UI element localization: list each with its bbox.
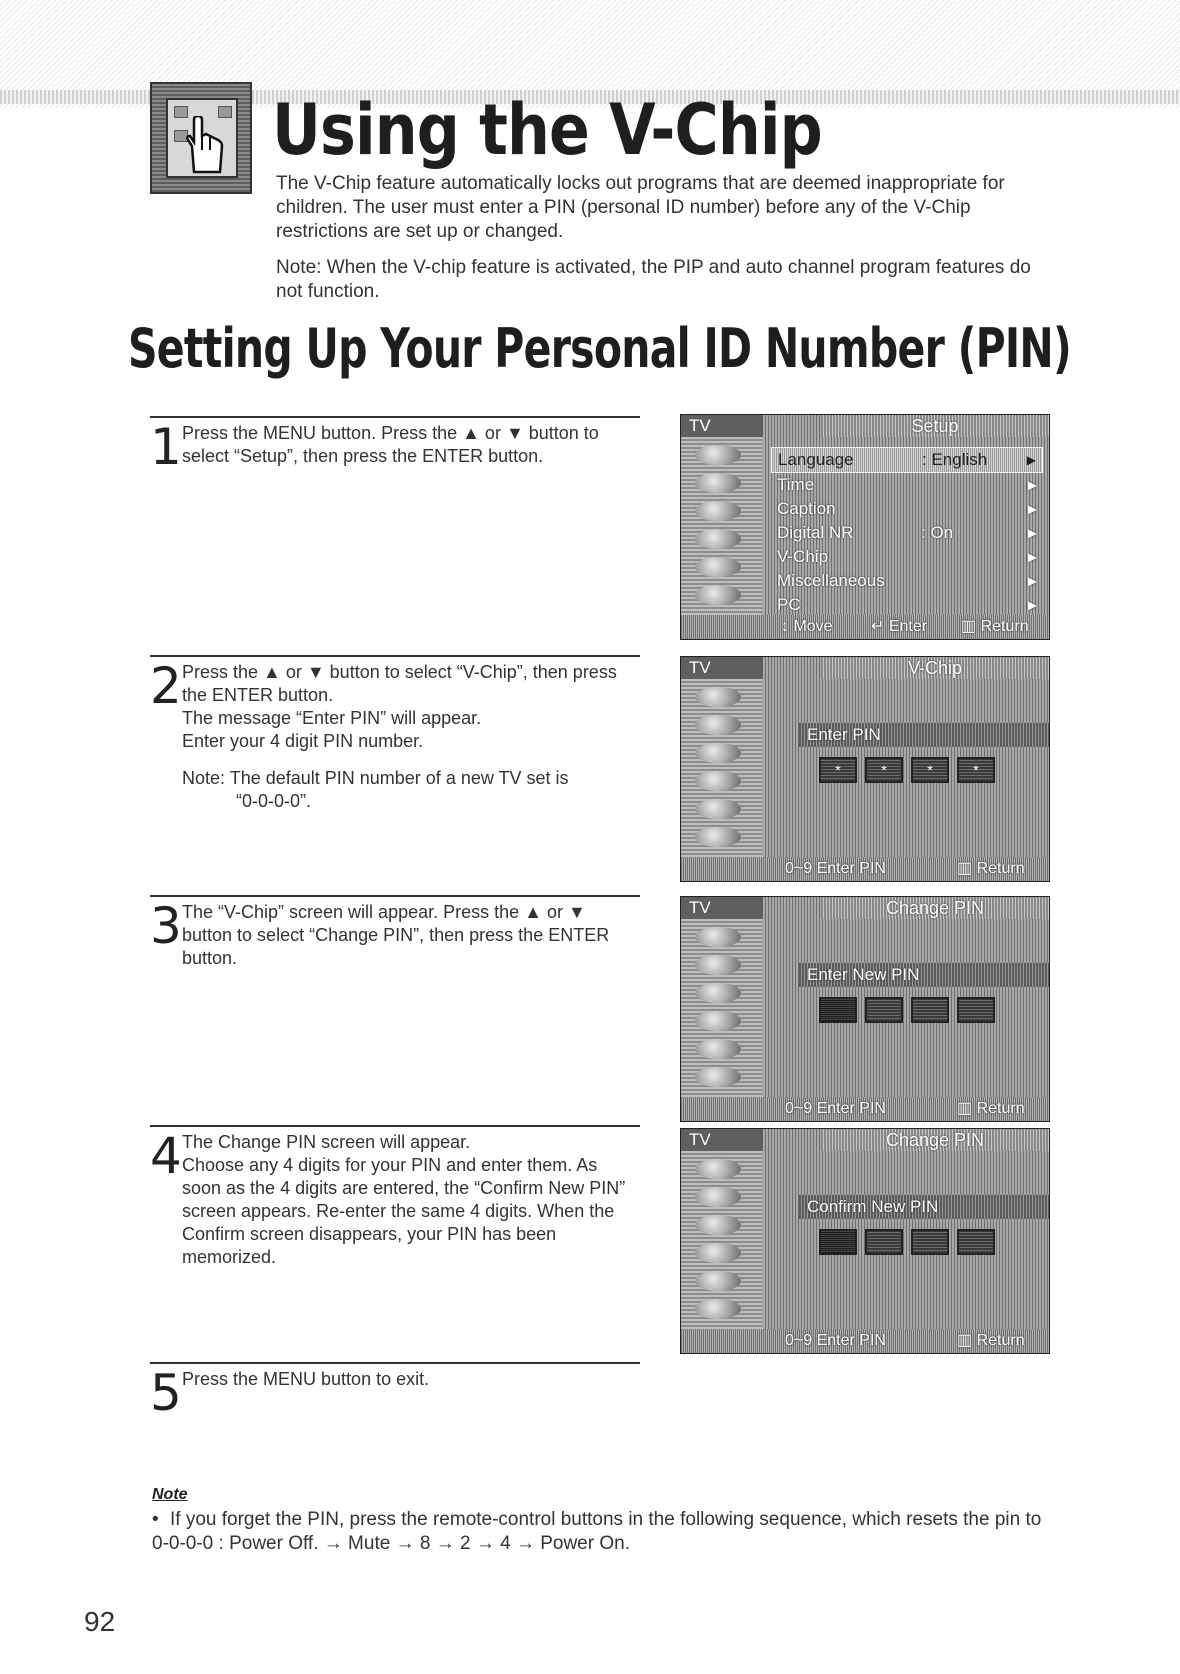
arrow-right-icon: ▶: [1027, 598, 1037, 612]
sound-icon: [695, 955, 741, 975]
intro-note: Note: When the V-chip feature is activated, the PIP and auto channel program features do not function.: [276, 257, 1031, 302]
step-note-value: “0-0-0-0”.: [236, 791, 312, 811]
pin-digit-box[interactable]: [911, 997, 949, 1023]
step-text: The “V-Chip” screen will appear. Press the ▲ or ▼ button to select “Change PIN”, then press the ENTER button.: [182, 902, 610, 968]
step-text: Choose any 4 digits for your PIN and enter them. As soon as the 4 digits are entered, the “Confirm New PIN” screen appears. Re-enter the same 4 digits. When the Confirm screen disappears, your PIN has been memorized.: [182, 1155, 626, 1267]
note-text: If you forget the PIN, press the remote-control buttons in the following sequence, which resets the pin to 0-0-0-0 : Power Off. → Mute → 8 → 2 → 4 → Power On.: [152, 1509, 1042, 1554]
osd-footer-return: ▥ Return: [957, 1100, 1025, 1117]
pin-digit-box[interactable]: [911, 1229, 949, 1255]
help-icon: [695, 1067, 741, 1087]
osd-footer-return: ▥ Return: [961, 618, 1029, 635]
page-title: Using the V-Chip: [272, 89, 822, 171]
pin-digit-box[interactable]: *: [911, 757, 949, 783]
pin-digit-box[interactable]: [957, 997, 995, 1023]
setup-icon: [695, 1243, 741, 1263]
input-icon: [695, 799, 741, 819]
osd-pin-boxes: [819, 1229, 995, 1255]
osd-footer: [681, 857, 1049, 881]
osd-pin-prompt: Enter New PIN: [799, 963, 1050, 987]
osd-footer-enter: 0~9 Enter PIN: [785, 1332, 886, 1349]
osd-tv-label: TV: [681, 1129, 763, 1151]
osd-screen-title: Change PIN: [821, 897, 1049, 919]
osd-menu-item-digital-nr[interactable]: Digital NR : On ▶: [771, 521, 1043, 545]
osd-side-icons: [681, 437, 763, 617]
input-icon: [695, 1039, 741, 1059]
help-icon: [695, 1299, 741, 1319]
pin-digit-box[interactable]: [865, 1229, 903, 1255]
arrow-right-icon: ▶: [1027, 550, 1037, 564]
step-number: 2: [150, 657, 182, 715]
pin-digit-box[interactable]: [819, 997, 857, 1023]
step-number: 3: [150, 897, 182, 955]
sound-icon: [695, 473, 741, 493]
arrow-right-icon: ▶: [1027, 502, 1037, 516]
osd-screen-title: Setup: [821, 415, 1049, 437]
sound-icon: [695, 715, 741, 735]
arrow-right-icon: ▶: [1026, 453, 1036, 467]
step-note: Note: The default PIN number of a new TV set is: [182, 768, 569, 788]
pin-digit-box[interactable]: [957, 1229, 995, 1255]
osd-pin-prompt: Enter PIN: [799, 723, 1050, 747]
picture-icon: [695, 445, 741, 465]
channel-icon: [695, 743, 741, 763]
pin-digit-box[interactable]: *: [957, 757, 995, 783]
osd-pin-boxes: [819, 757, 995, 783]
osd-menu-item-v-chip[interactable]: V-Chip ▶: [771, 545, 1043, 569]
osd-setup-screen: [680, 414, 1050, 640]
osd-menu-item-caption[interactable]: Caption ▶: [771, 497, 1043, 521]
section-title: Setting Up Your Personal ID Number (PIN): [128, 317, 1072, 380]
channel-icon: [695, 1215, 741, 1235]
step-text: Press the MENU button to exit.: [182, 1369, 430, 1389]
help-icon: [695, 827, 741, 847]
osd-menu-item-time[interactable]: Time ▶: [771, 473, 1043, 497]
osd-footer-move: ↕ Move: [781, 618, 833, 635]
channel-icon: [695, 501, 741, 521]
osd-menu: [771, 447, 1043, 617]
osd-footer: [681, 615, 1049, 639]
osd-tv-label: TV: [681, 415, 763, 437]
step-number: 1: [150, 418, 182, 476]
picture-icon: [695, 687, 741, 707]
channel-icon: [695, 983, 741, 1003]
arrow-right-icon: ▶: [1027, 574, 1037, 588]
step-number: 4: [150, 1127, 182, 1185]
note-body: [152, 1508, 1052, 1556]
pin-digit-box[interactable]: *: [819, 757, 857, 783]
osd-menu-item-language[interactable]: Language : English ▶: [771, 447, 1043, 473]
input-icon: [695, 557, 741, 577]
osd-change-pin-screen: [680, 896, 1050, 1122]
osd-side-icons: [681, 919, 763, 1099]
pin-digit-box[interactable]: [819, 1229, 857, 1255]
pin-digit-box[interactable]: *: [865, 757, 903, 783]
intro-text: The V-Chip feature automatically locks out programs that are deemed inappropriate for children. The user must enter a PIN (personal ID number) before any of the V-Chip restrictions are set up or changed.: [276, 173, 1005, 242]
step-number: 5: [150, 1364, 182, 1422]
osd-footer-return: ▥ Return: [957, 860, 1025, 877]
page-number: 92: [84, 1606, 116, 1637]
arrow-right-icon: ▶: [1027, 478, 1037, 492]
osd-footer-enter: 0~9 Enter PIN: [785, 1100, 886, 1117]
osd-footer-enter: 0~9 Enter PIN: [785, 860, 886, 877]
osd-screen-title: Change PIN: [821, 1129, 1049, 1151]
help-icon: [695, 585, 741, 605]
osd-menu-item-pc[interactable]: PC ▶: [771, 593, 1043, 617]
osd-vchip-screen: [680, 656, 1050, 882]
setup-icon: [695, 1011, 741, 1031]
osd-side-icons: [681, 1151, 763, 1331]
setup-icon: [695, 771, 741, 791]
osd-footer-return: ▥ Return: [957, 1332, 1025, 1349]
input-icon: [695, 1271, 741, 1291]
osd-tv-label: TV: [681, 897, 763, 919]
step-text: The message “Enter PIN” will appear.: [182, 708, 482, 728]
osd-pin-prompt: Confirm New PIN: [799, 1195, 1050, 1219]
setup-icon: [695, 529, 741, 549]
osd-menu-item-miscellaneous[interactable]: Miscellaneous ▶: [771, 569, 1043, 593]
step-text: The Change PIN screen will appear.: [182, 1132, 471, 1152]
note-heading: Note: [152, 1486, 188, 1503]
osd-screen-title: V-Chip: [821, 657, 1049, 679]
osd-footer-enter: ↵ Enter: [871, 618, 928, 635]
hand-pointer-icon: [150, 82, 252, 194]
step-text: Press the ▲ or ▼ button to select “V-Chip”, then press the ENTER button.: [182, 662, 617, 705]
osd-footer: [681, 1329, 1049, 1353]
pin-digit-box[interactable]: [865, 997, 903, 1023]
bullet-icon: •: [152, 1509, 159, 1530]
step-text: Press the MENU button. Press the ▲ or ▼ button to select “Setup”, then press the ENTER button.: [182, 423, 599, 466]
osd-side-icons: [681, 679, 763, 859]
picture-icon: [695, 1159, 741, 1179]
osd-confirm-pin-screen: [680, 1128, 1050, 1354]
osd-footer: [681, 1097, 1049, 1121]
arrow-right-icon: ▶: [1027, 526, 1037, 540]
osd-tv-label: TV: [681, 657, 763, 679]
picture-icon: [695, 927, 741, 947]
sound-icon: [695, 1187, 741, 1207]
step-text: Enter your 4 digit PIN number.: [182, 731, 424, 751]
osd-pin-boxes: [819, 997, 995, 1023]
